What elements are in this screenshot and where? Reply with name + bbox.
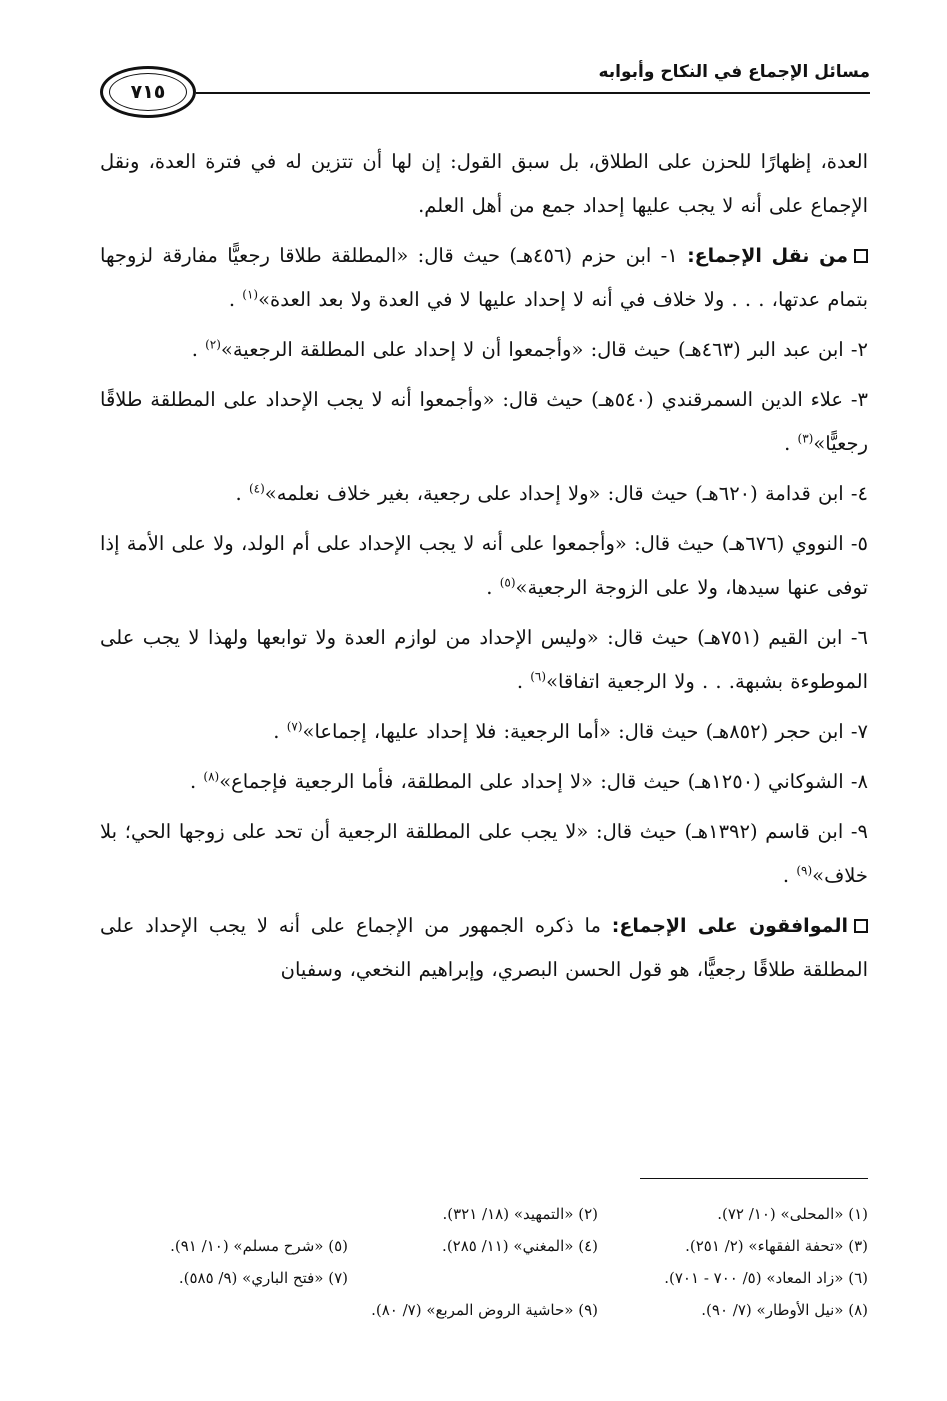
header-rule — [196, 92, 870, 94]
paragraph-end: . — [486, 576, 493, 599]
body-text — [100, 140, 868, 998]
page-number: ٧١٥ — [130, 81, 166, 103]
page-number-badge — [100, 66, 196, 118]
paragraph-agreeing-scholars — [100, 904, 868, 992]
paragraph-text: ١- ابن حزم (٤٥٦هـ) حيث قال: «المطلقة طلاقا رجعيًّا مفارقة لزوجها بتمام عدتها، . . . ولا خلاف في أنه لا إحداد عليها لا في العدة ولا بعد العدة» — [100, 244, 868, 311]
paragraph-item-8 — [100, 760, 868, 804]
paragraph-end: . — [516, 670, 524, 693]
footnote-row — [100, 1198, 868, 1230]
footnote-item: (٨) «نيل الأوطار» (٧/ ٩٠). — [701, 1301, 868, 1319]
paragraph-consensus-reporters — [100, 234, 868, 322]
footnotes — [100, 1198, 868, 1326]
footnote-separator — [640, 1178, 868, 1179]
running-title: مسائل الإجماع في النكاح وأبوابه — [598, 62, 870, 82]
page-header — [100, 52, 870, 122]
footnote-row — [100, 1294, 868, 1326]
paragraph-item-9 — [100, 810, 868, 898]
footnote-ref: (١) — [242, 287, 259, 302]
paragraph-item-2 — [100, 328, 868, 372]
footnote-row — [100, 1262, 868, 1294]
footnote-ref: (٨) — [203, 769, 220, 784]
paragraph-end: . — [782, 864, 790, 887]
footnote-ref: (٥) — [499, 575, 516, 590]
footnote-item: (٢) «التمهيد» (١٨/ ٣٢١). — [442, 1205, 598, 1223]
paragraph-item-5 — [100, 522, 868, 610]
footnote-ref: (٢) — [205, 337, 221, 352]
footnote-ref: (٦) — [530, 669, 547, 684]
footnote-item: (٤) «المغني» (١١/ ٢٨٥). — [442, 1237, 598, 1255]
footnote-item: (٩) «حاشية الروض المربع» (٧/ ٨٠). — [371, 1301, 598, 1319]
section-square-icon — [854, 919, 868, 933]
paragraph-item-4 — [100, 472, 868, 516]
paragraph-text: ٤- ابن قدامة (٦٢٠هـ) حيث قال: «ولا إحداد على رجعية، بغير خلاف نعلمه» — [264, 482, 868, 505]
footnote-ref: (٩) — [796, 863, 813, 878]
paragraph-text: ٦- ابن القيم (٧٥١هـ) حيث قال: «وليس الإحداد من لوازم العدة ولا توابعها ولهذا لا يجب على الموطوءة بشبهة. . . ولا الرجعية اتفاقا» — [100, 626, 868, 693]
section-lead: الموافقون على الإجماع: — [611, 915, 848, 937]
paragraph-item-6 — [100, 616, 868, 704]
paragraph-item-3 — [100, 378, 868, 466]
paragraph-end: . — [235, 482, 242, 505]
footnote-item: (٥) «شرح مسلم» (١٠/ ٩١). — [170, 1237, 348, 1255]
paragraph-text: ٢- ابن عبد البر (٤٦٣هـ) حيث قال: «وأجمعوا أن لا إحداد على المطلقة الرجعية» — [220, 338, 868, 361]
footnote-item: (٣) «تحفة الفقهاء» (٢/ ٢٥١). — [685, 1237, 868, 1255]
paragraph-text: ٥- النووي (٦٧٦هـ) حيث قال: «وأجمعوا على أنه لا يجب الإحداد على أم الولد، ولا على الأمة إذا توفى عنها سيدها، ولا على الزوجة الرجعية» — [100, 532, 868, 599]
section-square-icon — [854, 249, 868, 263]
footnote-item: (٧) «فتح الباري» (٩/ ٥٨٥). — [178, 1269, 348, 1287]
paragraph-text: ٩- ابن قاسم (١٣٩٢هـ) حيث قال: «لا يجب على المطلقة الرجعية أن تحد على زوجها الحي؛ بلا خلاف» — [100, 820, 869, 887]
footnote-ref: (٤) — [248, 481, 265, 496]
paragraph-end: . — [273, 720, 280, 743]
footnote-ref: (٧) — [286, 719, 303, 734]
paragraph-text: العدة، إظهارًا للحزن على الطلاق، بل سبق القول: إن لها أن تتزين له في فترة العدة، ونقل الإجماع على أنه لا يجب عليها إحداد جمع من أهل العلم. — [100, 150, 868, 217]
paragraph-intro — [100, 140, 868, 228]
footnote-item: (٦) «زاد المعاد» (٥/ ٧٠٠ - ٧٠١). — [664, 1269, 868, 1287]
paragraph-text: ٣- علاء الدين السمرقندي (٥٤٠هـ) حيث قال: «وأجمعوا أنه لا يجب الإحداد على المطلقة طلاقًا رجعيًّا» — [100, 388, 868, 455]
paragraph-end: . — [228, 288, 236, 311]
footnote-row — [100, 1230, 868, 1262]
paragraph-end: . — [784, 432, 791, 455]
paragraph-end: . — [191, 338, 198, 361]
paragraph-text: ٨- الشوكاني (١٢٥٠هـ) حيث قال: «لا إحداد على المطلقة، فأما الرجعية فإجماع» — [219, 770, 868, 793]
paragraph-item-7 — [100, 710, 868, 754]
paragraph-text: ما ذكره الجمهور من الإجماع على أنه لا يجب الإحداد على المطلقة طلاقًا رجعيًّا، هو قول الحسن البصري، وإبراهيم النخعي، وسفيان — [100, 914, 868, 981]
paragraph-end: . — [190, 770, 197, 793]
section-lead: من نقل الإجماع: — [687, 245, 848, 267]
paragraph-text: ٧- ابن حجر (٨٥٢هـ) حيث قال: «أما الرجعية: فلا إحداد عليها، إجماعا» — [302, 720, 868, 743]
footnote-item: (١) «المحلى» (١٠/ ٧٢). — [717, 1205, 868, 1223]
footnote-ref: (٣) — [797, 431, 814, 446]
